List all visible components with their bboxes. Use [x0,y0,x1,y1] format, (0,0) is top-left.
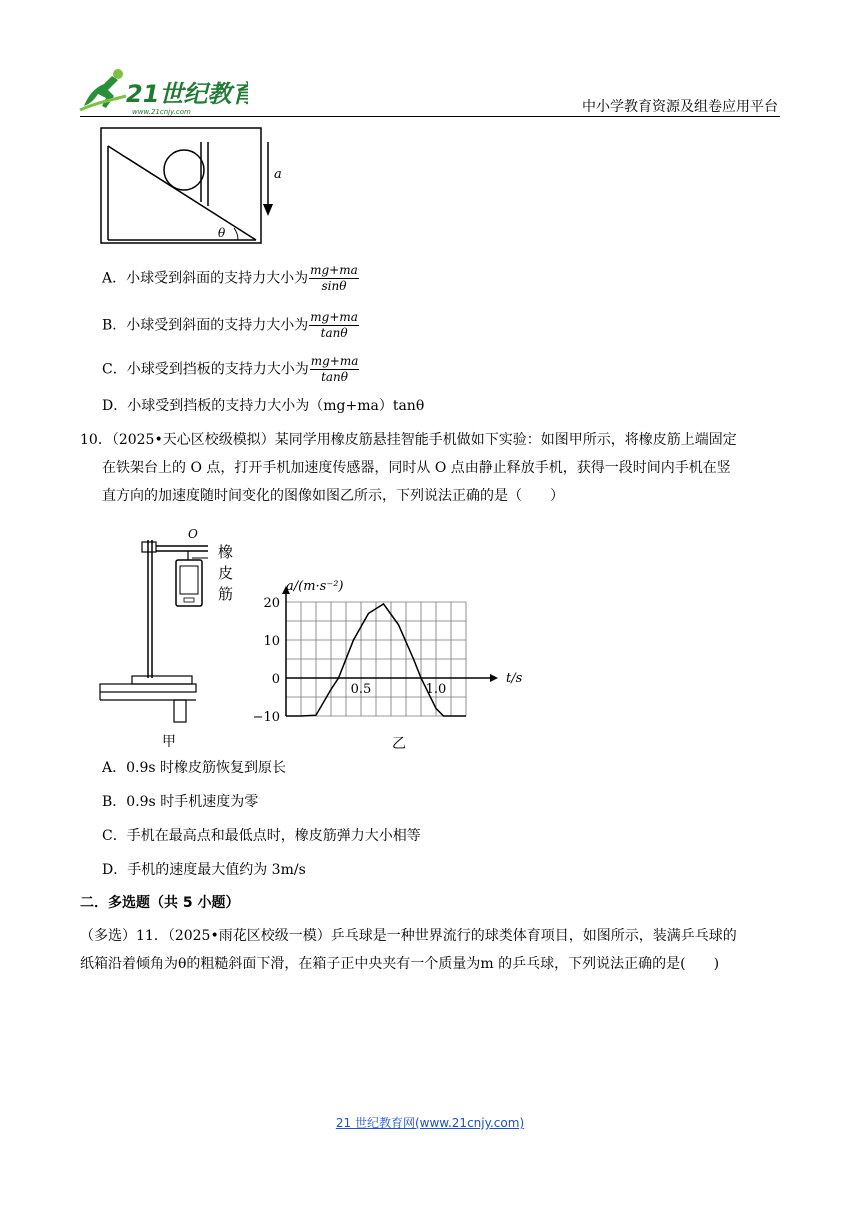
q10-stem: 10．（2025•天心区校级模拟）某同学用橡皮筋悬挂智能手机做如下实验：如图甲所示，将橡皮筋上端固定 在铁架台上的 O 点，打开手机加速度传感器，同时从 O 点由静止释放手机，获得一段时间内手机在竖 直方向的加速度随时间变化的图像如图乙所示，下列说法正确的是（ ） [80,432,737,504]
q10-option-a: A．0.9s 时橡皮筋恢复到原长 [102,760,287,776]
svg-text:www.21cnjy.com: www.21cnjy.com [132,108,191,116]
acceleration-chart [252,566,542,760]
q9-option-d: D．小球受到挡板的支持力大小为（mg+ma）tanθ [102,398,425,414]
q9-option-b: B．小球受到斜面的支持力大小为 $\frac{mg+ma}{\tan\theta}$ [102,310,358,340]
band-label: 橡 皮 筋 [218,543,234,603]
chart-y-label: a/(m·s⁻²) [286,579,344,594]
q10-option-c: C．手机在最高点和最低点时，橡皮筋弹力大小相等 [102,828,421,844]
chart-ticks [253,596,447,725]
header-divider [80,116,780,117]
x-tick-label: 0.5 [350,682,372,697]
platform-label: 中小学教育资源及组卷应用平台 [582,99,778,115]
chart-x-label: t/s [506,671,523,686]
q9-option-c: C．小球受到挡板的支持力大小为 $\frac{mg+ma}{\tan\theta}$ [102,354,359,384]
svg-text:θ: θ [218,226,226,240]
acceleration-arrow [262,140,292,224]
x-tick-label: 1.0 [425,682,447,697]
svg-text:a: a [274,167,282,182]
site-logo [78,66,248,118]
q10-option-b: B．0.9s 时手机速度为零 [102,794,259,810]
chart-caption: 乙 [392,736,406,752]
stand-figure [98,526,258,760]
svg-text:O: O [188,527,198,541]
footer-link[interactable]: 21 世纪教育网(www.21cnjy.com) [335,1116,525,1130]
svg-text:甲: 甲 [162,734,176,750]
q9-option-a: A．小球受到斜面的支持力大小为 $\frac{mg+ma}{\sin\theta}$ [102,263,358,293]
svg-text:21世纪教育: 21世纪教育 [126,80,248,108]
q10-option-d: D．手机的速度最大值约为 3m/s [102,862,306,878]
x-axis-arrow [490,674,498,682]
section-title: 二．多选题（共 5 小题） [80,895,240,911]
q11-stem: （多选）11．（2025•雨花区校级一模）乒乓球是一种世界流行的球类体育项目，如图所示，装满乒乓球的 纸箱沿着倾角为θ的粗糙斜面下滑，在箱子正中央夹有一个质量为m 的乒乓球，下列说法正确的是( ) [80,928,737,972]
y-tick-label: 10 [263,634,280,649]
y-tick-label: 20 [263,596,280,611]
y-tick-label: −10 [252,710,280,725]
y-tick-label: 0 [271,672,280,687]
chart-grid [286,602,466,716]
